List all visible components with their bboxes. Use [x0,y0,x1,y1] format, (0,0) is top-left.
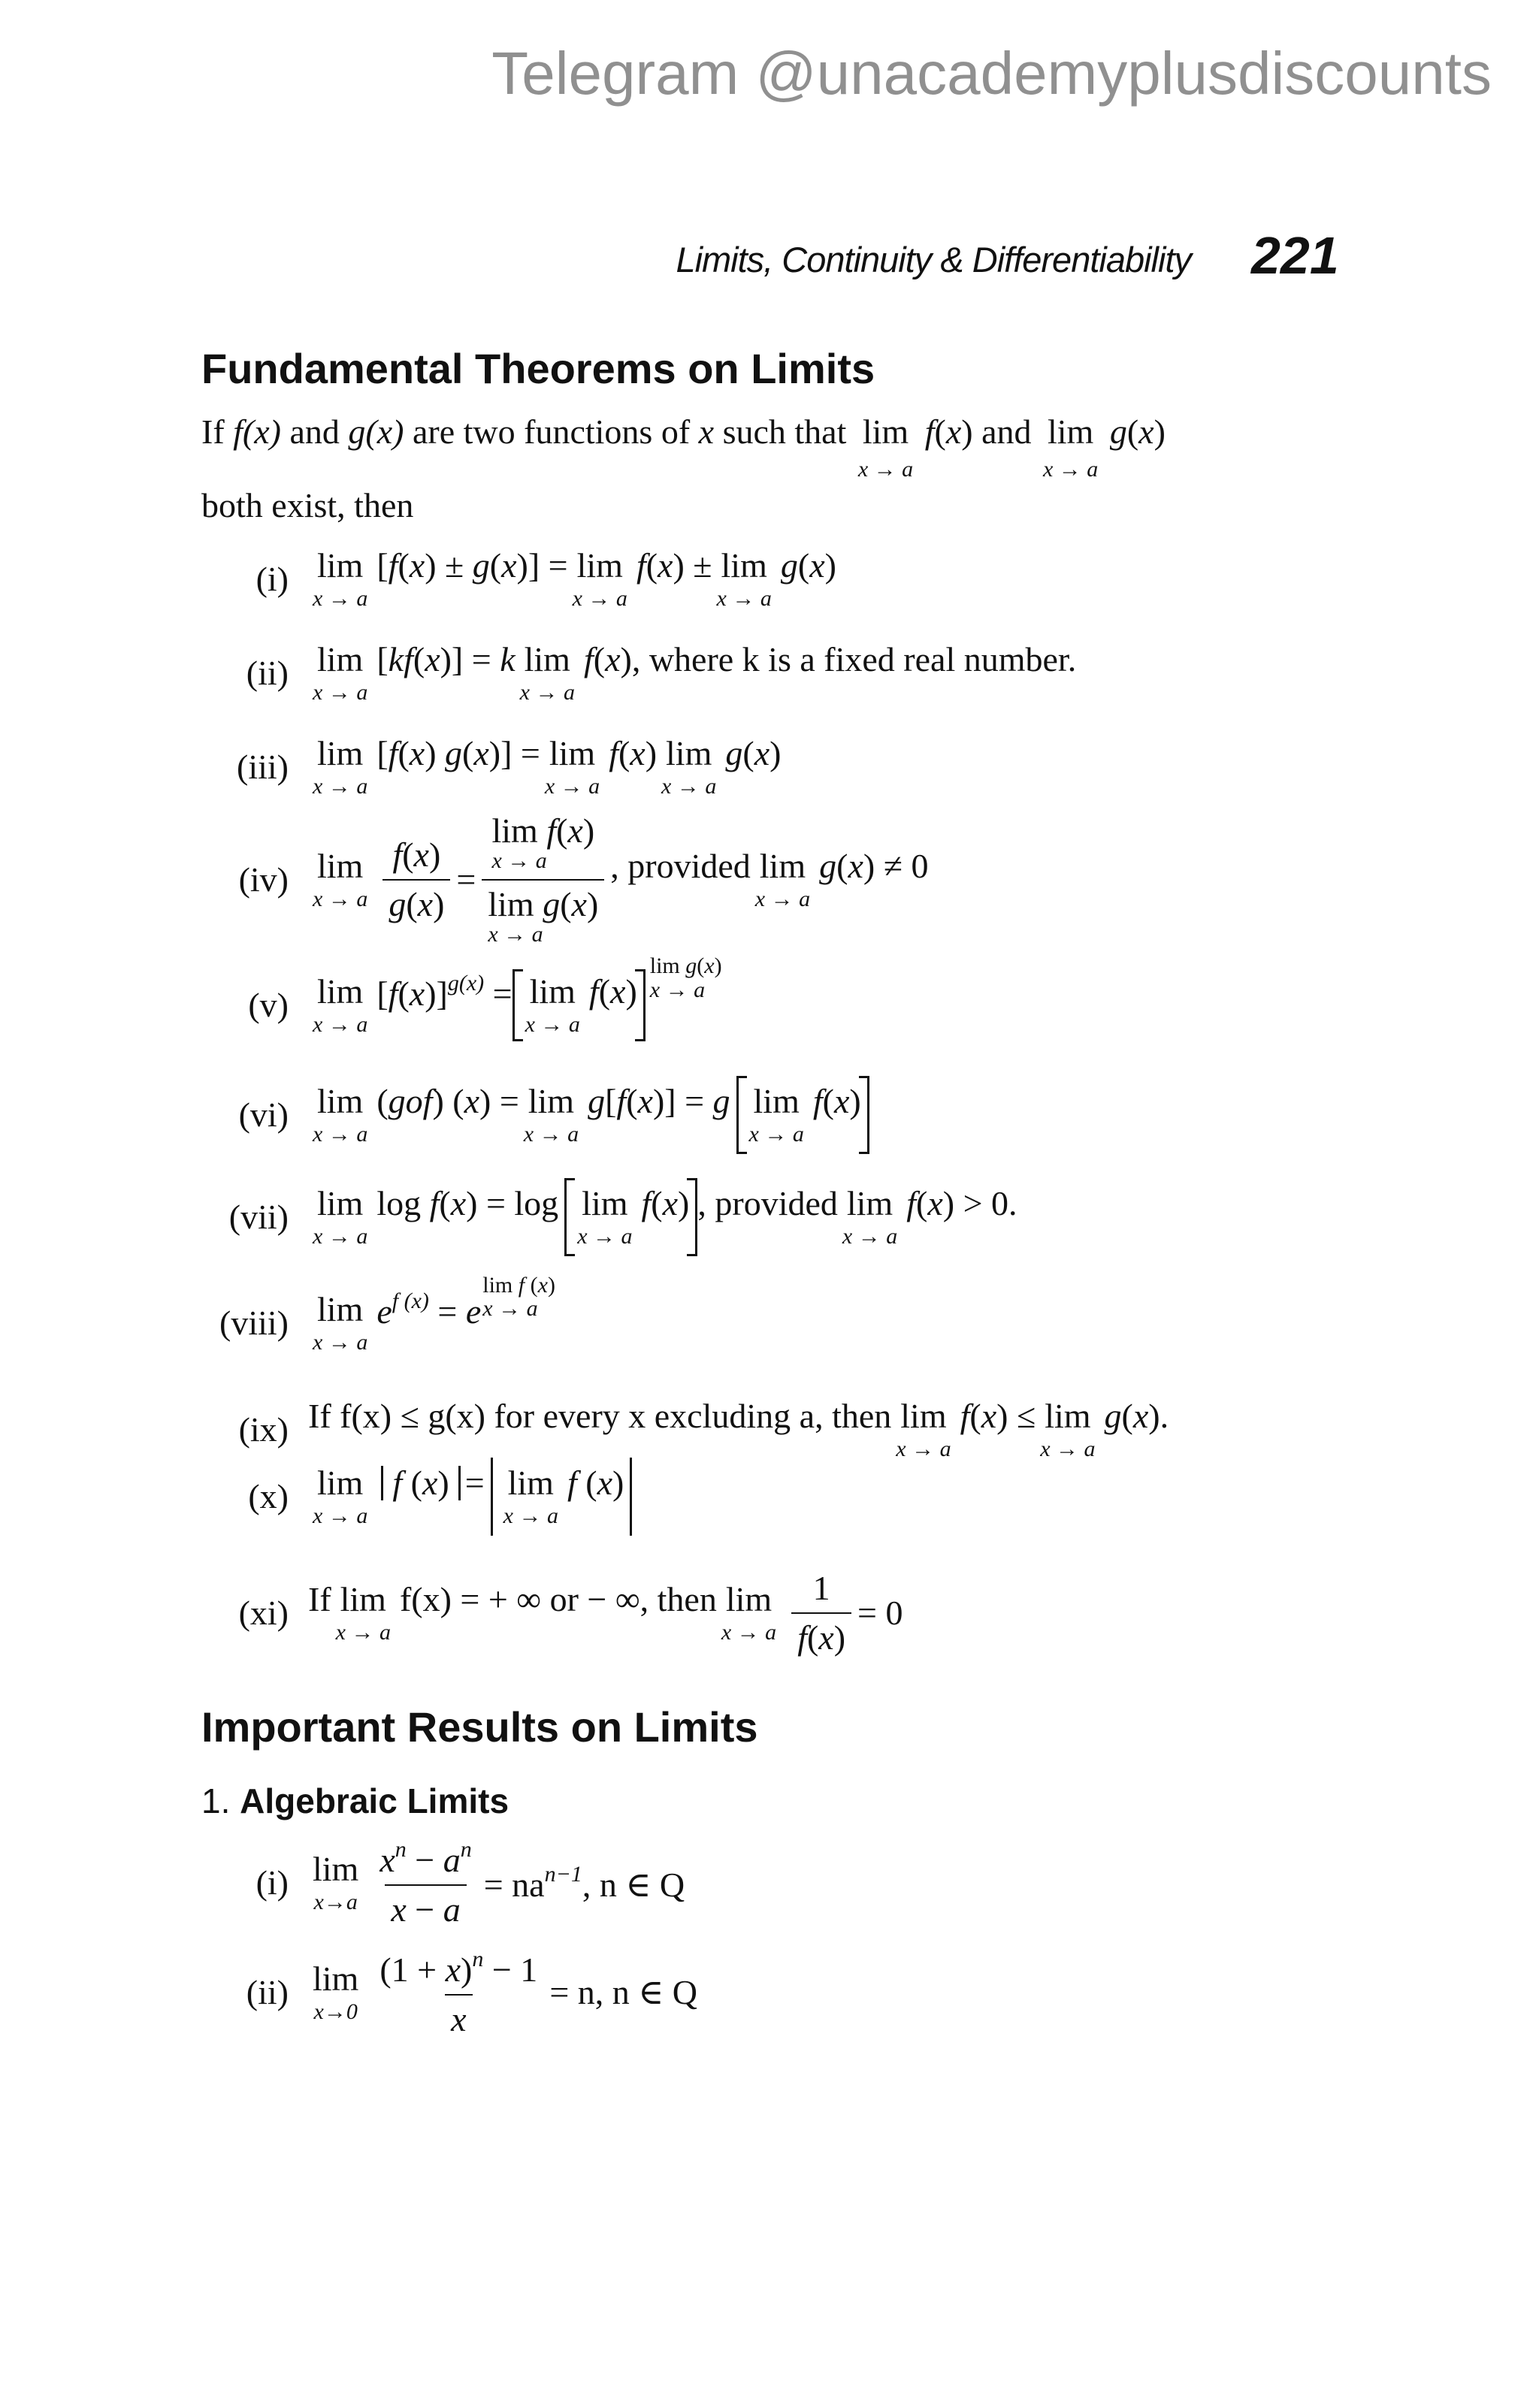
result-i: (i) lim x→a $\frac{x^n - a^n}{x - a}$ = $na^{n-1}$, n ∈ Q [255,1837,685,1929]
page-number: 221 [1251,226,1339,285]
intro-line-2: both exist, then [201,486,414,524]
section-title-fundamental-theorems: Fundamental Theorems on Limits [201,345,875,392]
theorem-v: (v) lim x → a $[f(x)]^{g(x)}$ = lim x → a f(x) lim g(x) x → a [248,969,722,1041]
running-head: Limits, Continuity & Differentiability [676,240,1191,279]
lim-operator: lim x → a [857,412,914,482]
theorem-vii: (vii) lim x → a log f(x) = log lim x → a f(x) , provided lim x → a f(x) > 0. [225,1178,1017,1256]
theorem-ix: (ix) If f(x) ≤ g(x) for every x excluding a, then lim x → a f(x) ≤ lim x → a g(x). [238,1397,1169,1461]
theorem-iii: (iii) lim x → a [f(x) g(x)] = lim x → a f(x) lim x → a g(x) [237,734,782,799]
theorem-xi: (xi) If lim x → a f(x) = + ∞ or − ∞, then lim x → a $\frac{1}{f(x)}$ = 0 [238,1569,903,1657]
subsection-algebraic-limits: 1. Algebraic Limits [201,1781,509,1820]
section-title-important-results: Important Results on Limits [201,1703,758,1751]
theorem-i: (i) lim x → a [f(x) ± g(x)] = lim x → a f(x) ± lim x → a g(x) [255,546,836,611]
theorem-ii: (ii) lim x → a [kf(x)] = k lim x → a f(x), where k is a fixed real number. [246,640,1077,705]
theorem-viii: (viii) lim x → a $e^{f (x)} = e$ lim f (x) x → a [219,1272,555,1355]
theorem-vi: (vi) lim x → a (gof) (x) = lim x → a g[f(x)] = g lim x → a f(x) [236,1076,869,1154]
lim-operator: lim x → a [1042,412,1099,482]
theorem-iv: (iv) lim x → a $\frac{f(x)}{g(x)}$ = lim f(x) x → a lim g(x) x → a , provided lim x → a g(x) ≠ 0 [238,811,929,947]
intro-line-1: If f(x) and g(x) are two functions of x such that lim x → a f(x) and lim x → a g(x) [201,412,1166,482]
watermark: Telegram @unacademyplusdiscounts [491,40,1492,107]
result-ii: (ii) lim x→0 $\frac{(1 + x)^n - 1}{x}$ = n, n ∈ Q [246,1947,698,2039]
theorem-x: (x) lim x → a f (x) = lim x → a f (x) [248,1458,632,1536]
